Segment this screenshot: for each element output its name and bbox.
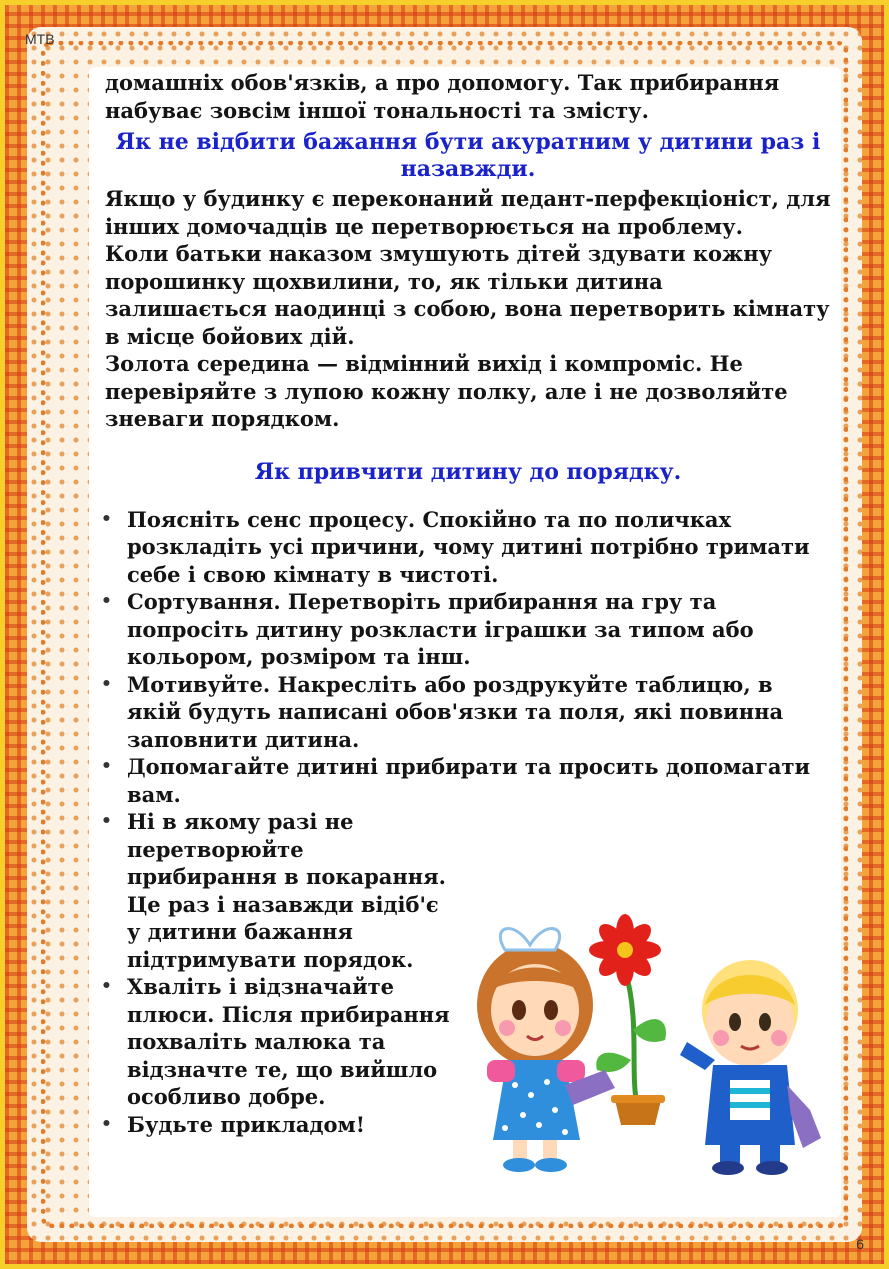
- tip-item: • Хваліть і відзначайте плюси. Після прибирання похваліть малюка та відзначте те, що вийшло особливо добре.: [105, 973, 457, 1111]
- tip-item: • Будьте прикладом!: [105, 1111, 831, 1139]
- section1-paragraph: Якщо у будинку є переконаний педант-перфекціоніст, для інших домочадців це перетворюється на проблему.: [105, 186, 831, 239]
- author-mark: МТВ: [25, 31, 55, 47]
- tip-item: • Допомагайте дитині прибирати та просить допомагати вам.: [105, 753, 831, 808]
- tip-item: • Мотивуйте. Накресліть або роздрукуйте таблицю, в якій будуть написані обов'язки та поля, які повинна заповнити дитина.: [105, 671, 831, 754]
- girl-icon: [477, 929, 615, 1172]
- section1-paragraph: Золота середина — відмінний вихід і компроміс. Не перевіряйте з лупою кожну полку, але і не дозволяйте зневаги порядком.: [105, 351, 788, 431]
- section1-title: Як не відбити бажання бути акуратним у дитини раз і назавжди.: [115, 129, 821, 182]
- boy-icon: [680, 960, 821, 1175]
- tip-item: • Сортування. Перетворіть прибирання на гру та попросіть дитину розкласти іграшки за типом або кольором, розміром та інш.: [105, 588, 831, 671]
- tip-item: • Ні в якому разі не перетворюйте прибирання в покарання. Це раз і назавжди відіб'є у дитини бажання підтримувати порядок.: [105, 808, 457, 973]
- children-watering-flower-illustration: [465, 910, 835, 1185]
- intro-paragraph: домашніх обов'язків, а про допомогу. Так прибирання набуває зовсім іншої тональності та змісту.: [105, 70, 780, 123]
- page-number: 6: [856, 1236, 864, 1252]
- tip-item: • Поясніть сенс процесу. Спокійно та по поличках розкладіть усі причини, чому дитині потрібно тримати себе і свою кімнату в чистоті.: [105, 506, 831, 589]
- section2-title: Як привчити дитину до порядку.: [254, 458, 682, 485]
- section1-paragraph: Коли батьки наказом змушують дітей здувати кожну порошинку щохвилини, то, як тільки дитина залишається наодинці з собою, вона перетворить кімнату в місце бойових дій.: [105, 241, 830, 349]
